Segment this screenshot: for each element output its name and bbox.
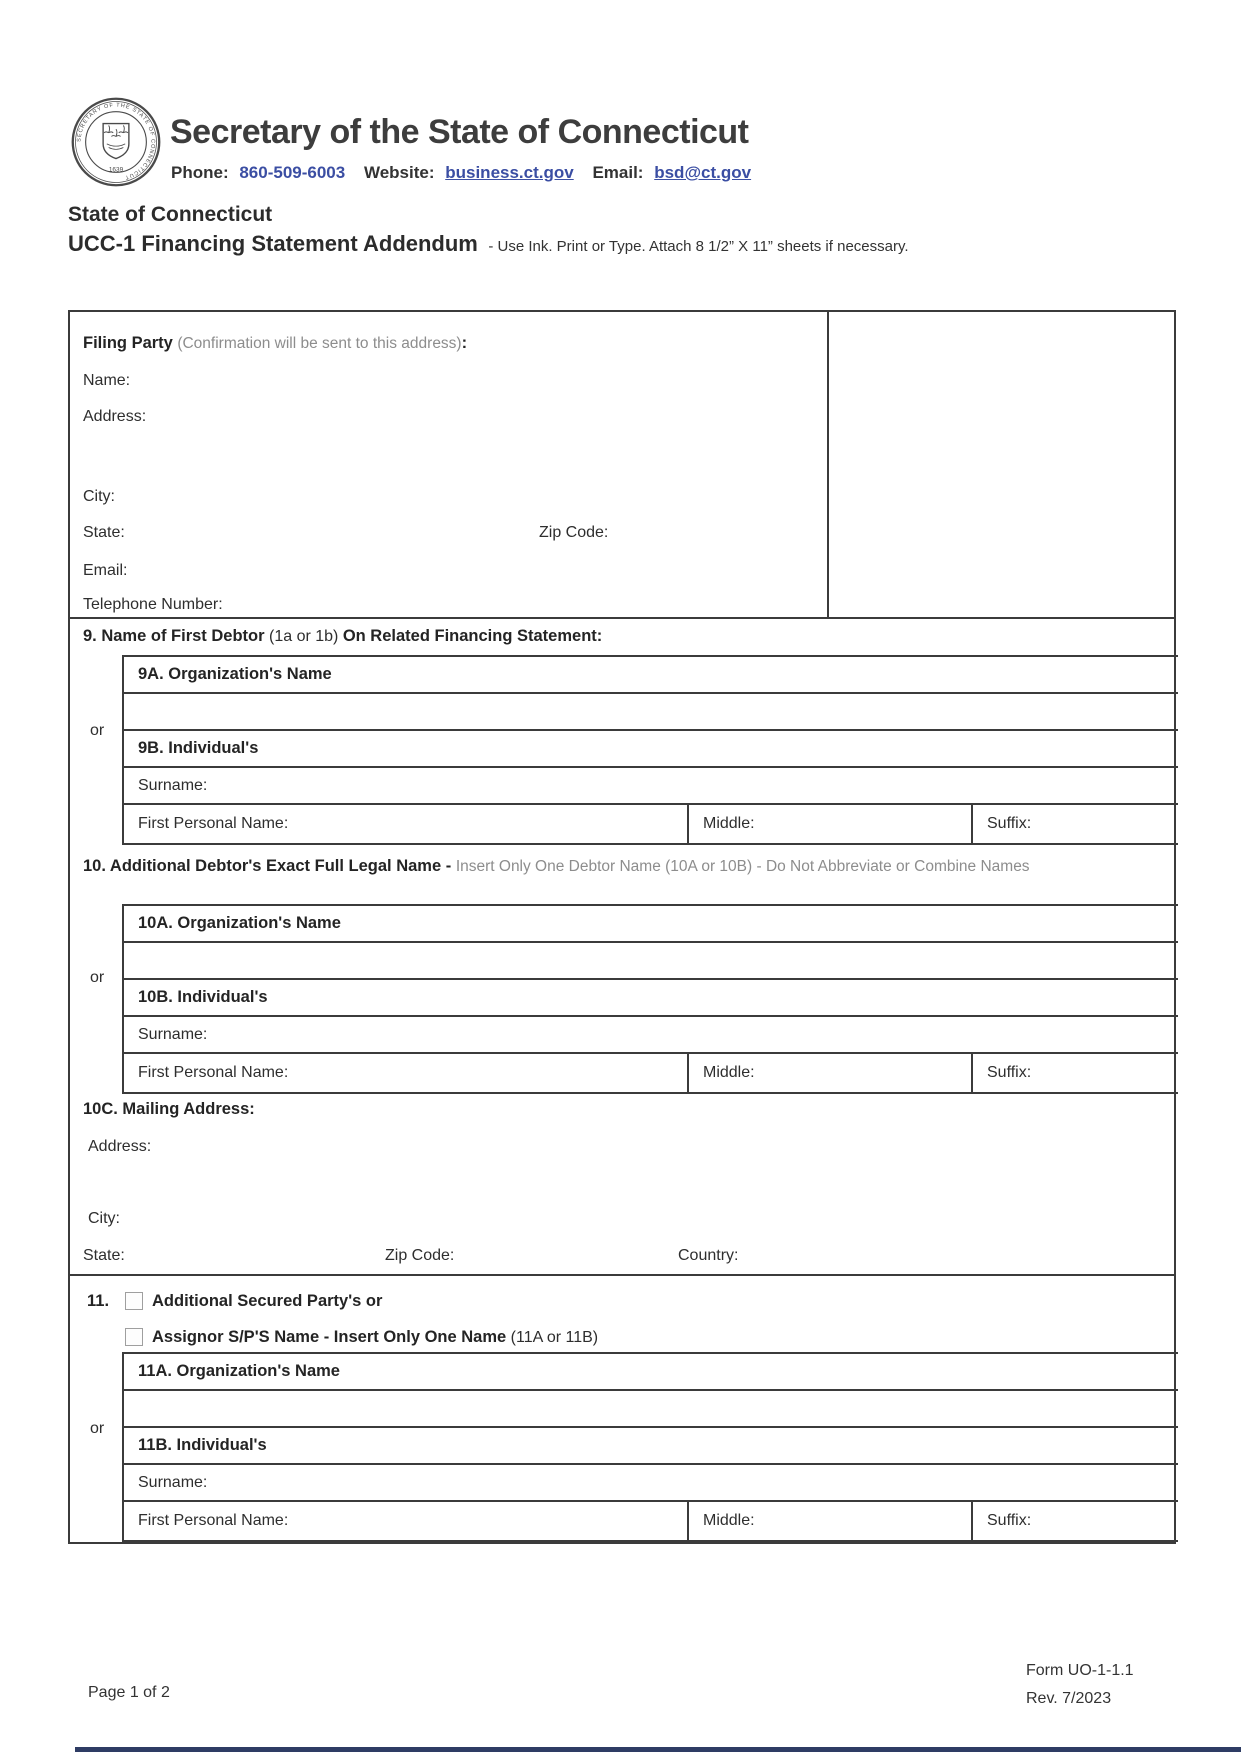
filing-party-state-input[interactable]: [140, 522, 520, 546]
phone-label: Phone:: [171, 163, 229, 182]
section9-middle-cell[interactable]: [687, 805, 971, 843]
section9-surname-label: Surname:: [138, 776, 208, 794]
section9-org-name-header-row: [124, 657, 1178, 694]
website-link[interactable]: business.ct.gov: [445, 163, 574, 182]
filing-party-right-blank-cell: [829, 312, 1174, 617]
section11-org-name-input-row[interactable]: [124, 1391, 1178, 1428]
form-title-line: [68, 231, 909, 257]
section11-first-name-cell[interactable]: [124, 1502, 687, 1540]
section9-suffix-cell[interactable]: [971, 805, 1178, 843]
filing-party-note: (Confirmation will be sent to this address): [177, 335, 462, 352]
section10c-title: 10C. Mailing Address:: [83, 1100, 255, 1118]
section10-surname-row[interactable]: [124, 1017, 1178, 1054]
section9-org-name-input-row[interactable]: [124, 694, 1178, 731]
section9-first-name-label: First Personal Name:: [138, 815, 289, 832]
section11-first-name-label: First Personal Name:: [138, 1512, 289, 1529]
section11-org-name-label: 11A. Organization's Name: [138, 1362, 340, 1380]
section10c-bottom-border: [70, 1274, 1174, 1276]
section10-heading-bold: 10. Additional Debtor's Exact Full Legal Name -: [83, 857, 456, 875]
form-table: [68, 310, 1176, 1544]
section11-surname-label: Surname:: [138, 1473, 208, 1491]
bottom-accent-bar: [75, 1747, 1241, 1752]
filing-party-address-label: Address:: [83, 408, 147, 425]
section11-suffix-label: Suffix:: [987, 1512, 1032, 1529]
form-revision: Rev. 7/2023: [1026, 1690, 1112, 1707]
section10c-zip-label: Zip Code:: [385, 1247, 455, 1264]
section9-heading: [83, 627, 602, 646]
seal-year: 1639: [108, 166, 124, 174]
section9-or-label: or: [90, 722, 105, 739]
agency-title: Secretary of the State of Connecticut: [170, 113, 749, 151]
section10-org-name-label: 10A. Organization's Name: [138, 914, 341, 932]
email-link[interactable]: bsd@ct.gov: [654, 163, 752, 182]
section9-surname-row[interactable]: [124, 768, 1178, 805]
section10c-address-input[interactable]: [170, 1136, 1160, 1196]
section9-personal-name-row: [124, 805, 1178, 843]
section10c-country-label: Country:: [678, 1247, 739, 1264]
section10-middle-label: Middle:: [703, 1064, 755, 1081]
section11-middle-label: Middle:: [703, 1512, 755, 1529]
filing-party-zip-input[interactable]: [620, 522, 795, 546]
assignor-name-label-bold: Assignor S/P'S Name - Insert Only One Name: [152, 1328, 507, 1346]
filing-party-title: Filing Party: [83, 334, 173, 352]
filing-party-name-label: Name:: [83, 372, 131, 389]
form-title: UCC-1 Financing Statement Addendum: [68, 231, 478, 256]
section10c-address-label: Address:: [88, 1138, 152, 1155]
contact-line: [171, 163, 751, 183]
section10-org-name-header-row: [124, 906, 1178, 943]
section10-heading-note: Insert Only One Debtor Name (10A or 10B) - Do Not Abbreviate or Combine Names: [455, 858, 1030, 875]
section10-personal-name-row: [124, 1054, 1178, 1092]
section9-middle-label: Middle:: [703, 815, 755, 832]
assignor-name-label-line: [152, 1328, 598, 1347]
filing-party-colon: :: [461, 334, 468, 352]
section10c-state-input[interactable]: [140, 1245, 370, 1269]
section11-individual-header-row: [124, 1428, 1178, 1465]
section10c-city-label: City:: [88, 1210, 120, 1227]
section10-individual-header-row: [124, 980, 1178, 1017]
section11-personal-name-row: [124, 1502, 1178, 1540]
section10c-country-input[interactable]: [753, 1245, 1158, 1269]
section10c-zip-input[interactable]: [465, 1245, 660, 1269]
section9-table: [122, 655, 1178, 845]
filing-party-name-input[interactable]: [145, 370, 795, 394]
section10-middle-cell[interactable]: [687, 1054, 971, 1092]
section11-or-label: or: [90, 1420, 105, 1437]
connecticut-state-seal-icon: [70, 96, 162, 188]
filing-party-address-input[interactable]: [165, 406, 795, 466]
section10-or-label: or: [90, 969, 105, 986]
section10-surname-label: Surname:: [138, 1025, 208, 1043]
filing-party-email-label: Email:: [83, 562, 128, 579]
website-label: Website:: [363, 163, 435, 182]
section9-heading-bold1: 9. Name of First Debtor: [83, 627, 265, 645]
seal-shield: [103, 124, 129, 159]
section10-suffix-cell[interactable]: [971, 1054, 1178, 1092]
filing-party-city-input[interactable]: [130, 486, 795, 510]
section10-individual-label: 10B. Individual's: [138, 988, 268, 1006]
form-number: Form UO-1-1.1: [1026, 1662, 1134, 1679]
phone-number[interactable]: 860-509-6003: [239, 163, 346, 182]
section9-individual-label: 9B. Individual's: [138, 739, 259, 757]
additional-secured-party-checkbox[interactable]: [125, 1292, 143, 1310]
filing-party-telephone-label: Telephone Number:: [83, 596, 223, 613]
section11-surname-row[interactable]: [124, 1465, 1178, 1502]
section11-number: 11.: [87, 1292, 110, 1310]
email-label: Email:: [592, 163, 644, 182]
state-title: State of Connecticut: [68, 203, 273, 226]
filing-party-title-line: [83, 334, 467, 353]
filing-party-state-label: State:: [83, 524, 125, 541]
section10c-state-label: State:: [83, 1247, 125, 1264]
section11-org-name-header-row: [124, 1354, 1178, 1391]
filing-party-telephone-input[interactable]: [235, 594, 795, 618]
filing-party-zip-label: Zip Code:: [539, 524, 609, 541]
section9-org-name-label: 9A. Organization's Name: [138, 665, 332, 683]
section10-heading: [83, 857, 1030, 876]
section10-first-name-cell[interactable]: [124, 1054, 687, 1092]
section10-table: [122, 904, 1178, 1094]
section11-middle-cell[interactable]: [687, 1502, 971, 1540]
filing-party-email-input[interactable]: [140, 560, 795, 584]
filing-party-city-label: City:: [83, 488, 115, 505]
section9-heading-normal: (1a or 1b): [264, 628, 343, 645]
form-instructions: - Use Ink. Print or Type. Attach 8 1/2” X 11” sheets if necessary.: [488, 238, 909, 255]
additional-secured-party-label: Additional Secured Party's or: [152, 1292, 383, 1310]
section9-heading-bold2: On Related Financing Statement:: [342, 627, 603, 645]
seal-ring-text: SECRETARY OF THE STATE OF CONNECTICUT: [76, 102, 156, 181]
assignor-name-label-normal: (11A or 11B): [506, 1329, 599, 1346]
section10c-city-input[interactable]: [135, 1208, 1160, 1232]
section10-suffix-label: Suffix:: [987, 1064, 1032, 1081]
section10-org-name-input-row[interactable]: [124, 943, 1178, 980]
section11-suffix-cell[interactable]: [971, 1502, 1178, 1540]
section10-first-name-label: First Personal Name:: [138, 1064, 289, 1081]
assignor-name-checkbox[interactable]: [125, 1328, 143, 1346]
section9-suffix-label: Suffix:: [987, 815, 1032, 832]
section9-first-name-cell[interactable]: [124, 805, 687, 843]
section9-individual-header-row: [124, 731, 1178, 768]
page-number: Page 1 of 2: [88, 1684, 170, 1701]
section11-individual-label: 11B. Individual's: [138, 1436, 267, 1454]
section11-table: [122, 1352, 1178, 1542]
